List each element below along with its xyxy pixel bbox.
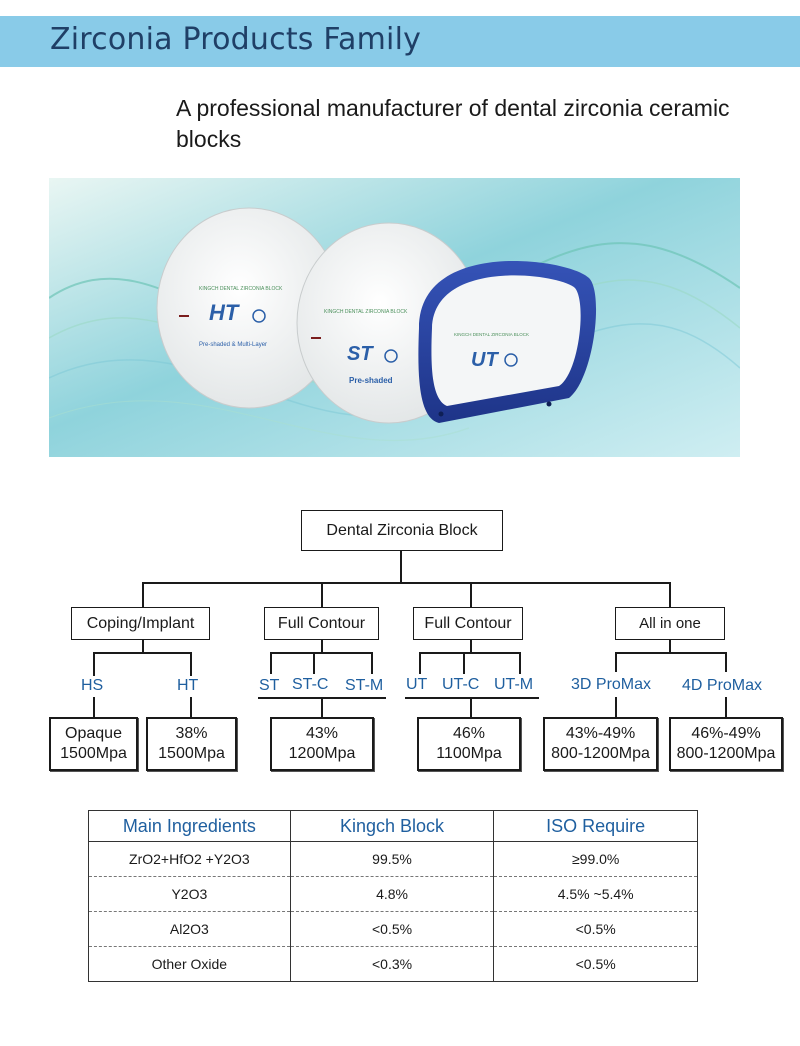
leaf-ut-m: UT-M <box>494 676 534 693</box>
connector <box>725 652 727 672</box>
connector <box>400 550 402 583</box>
ht-disc-brand: KINGCH DENTAL ZIRCONIA BLOCK <box>199 286 283 292</box>
spec-box-ht <box>146 717 237 771</box>
connector <box>371 652 373 674</box>
tree-root: Dental Zirconia Block <box>301 510 503 551</box>
ut-disc-brand: KINGCH DENTAL ZIRCONIA BLOCK <box>454 332 530 337</box>
table-cell: Y2O3 <box>89 877 291 912</box>
connector <box>615 652 726 654</box>
connector <box>270 652 272 674</box>
spec-translucency: 43%-49% <box>565 725 636 742</box>
category-coping-implant: Coping/Implant <box>71 607 210 640</box>
leaf-ht: HT <box>177 677 199 694</box>
spec-translucency: Opaque <box>65 725 122 742</box>
table-cell: <0.3% <box>290 947 494 982</box>
spec-box-hs <box>49 717 138 771</box>
table-row <box>89 947 698 982</box>
connector <box>270 652 372 654</box>
connector <box>142 639 144 653</box>
table-header-cell: ISO Require <box>494 811 698 842</box>
connector <box>190 652 192 676</box>
table-cell: 4.5% ~5.4% <box>494 877 698 912</box>
spec-box-ut <box>417 717 521 771</box>
connector <box>93 652 95 676</box>
spec-translucency: 38% <box>175 725 208 742</box>
spec-translucency: 46% <box>452 725 486 742</box>
table-cell: Al2O3 <box>89 912 291 947</box>
ingredients-table <box>88 810 698 982</box>
table-cell: ≥99.0% <box>494 842 698 877</box>
connector <box>470 639 472 653</box>
title-banner <box>0 16 800 67</box>
leaf-st: ST <box>259 677 280 694</box>
connector <box>190 697 192 717</box>
spec-strength: 800-1200Mpa <box>551 745 650 762</box>
table-cell: 4.8% <box>290 877 494 912</box>
st-disc-brand: KINGCH DENTAL ZIRCONIA BLOCK <box>324 309 408 315</box>
table-row <box>89 877 698 912</box>
connector <box>470 697 472 717</box>
connector <box>419 652 421 674</box>
table-cell: <0.5% <box>494 947 698 982</box>
connector <box>142 582 669 584</box>
ht-disc-note: Pre-shaded & Multi-Layer <box>199 342 268 348</box>
connector <box>669 582 671 608</box>
table-row <box>89 842 698 877</box>
st-disc-code: ST <box>347 343 373 365</box>
ut-disc-code: UT <box>471 349 498 371</box>
spec-translucency: 43% <box>305 725 339 742</box>
spec-strength: 1500Mpa <box>158 745 225 762</box>
connector <box>470 582 472 608</box>
connector <box>321 582 323 608</box>
category-full-contour-ut: Full Contour <box>413 607 523 640</box>
connector <box>405 697 539 699</box>
spec-strength: 1100Mpa <box>436 745 502 762</box>
spec-box-st <box>270 717 374 771</box>
category-all-in-one: All in one <box>615 607 725 640</box>
connector <box>321 697 323 717</box>
connector <box>519 652 521 674</box>
table-cell: ZrO2+HfO2 +Y2O3 <box>89 842 291 877</box>
connector <box>669 639 671 653</box>
spec-strength: 1500Mpa <box>60 745 127 762</box>
table-cell: <0.5% <box>494 912 698 947</box>
connector <box>419 652 520 654</box>
connector <box>142 582 144 608</box>
subtitle: A professional manufacturer of dental zirconia ceramic blocks <box>176 95 730 152</box>
table-cell: Other Oxide <box>89 947 291 982</box>
page-title: Zirconia Products Family <box>50 22 422 57</box>
leaf-ut: UT <box>406 676 428 693</box>
spec-box-4d-promax <box>669 717 783 771</box>
leaf-4d-promax: 4D ProMax <box>682 677 763 694</box>
spec-strength: 1200Mpa <box>288 745 356 762</box>
connector <box>725 697 727 717</box>
connector <box>93 697 95 717</box>
st-disc-note: Pre-shaded <box>349 376 393 385</box>
table-header-row <box>89 811 698 842</box>
table-row <box>89 912 698 947</box>
table-header-cell: Main Ingredients <box>89 811 291 842</box>
spec-translucency: 46%-49% <box>691 725 761 742</box>
leaf-3d-promax: 3D ProMax <box>571 676 652 693</box>
leaf-st-m: ST-M <box>345 677 384 694</box>
connector <box>313 652 315 674</box>
connector <box>93 652 191 654</box>
product-photo <box>49 178 740 457</box>
table-cell: 99.5% <box>290 842 494 877</box>
connector <box>463 652 465 674</box>
product-photo-illustration <box>49 178 740 457</box>
table-header-cell: Kingch Block <box>290 811 494 842</box>
connector <box>615 652 617 672</box>
connector <box>321 639 323 653</box>
leaf-st-c: ST-C <box>292 676 329 693</box>
leaf-ut-c: UT-C <box>442 676 480 693</box>
category-full-contour-st: Full Contour <box>264 607 379 640</box>
ht-disc-code: HT <box>209 300 239 325</box>
spec-strength: 800-1200Mpa <box>676 745 776 762</box>
spec-box-3d-promax <box>543 717 658 771</box>
connector <box>615 697 617 717</box>
leaf-hs: HS <box>81 677 104 694</box>
table-cell: <0.5% <box>290 912 494 947</box>
